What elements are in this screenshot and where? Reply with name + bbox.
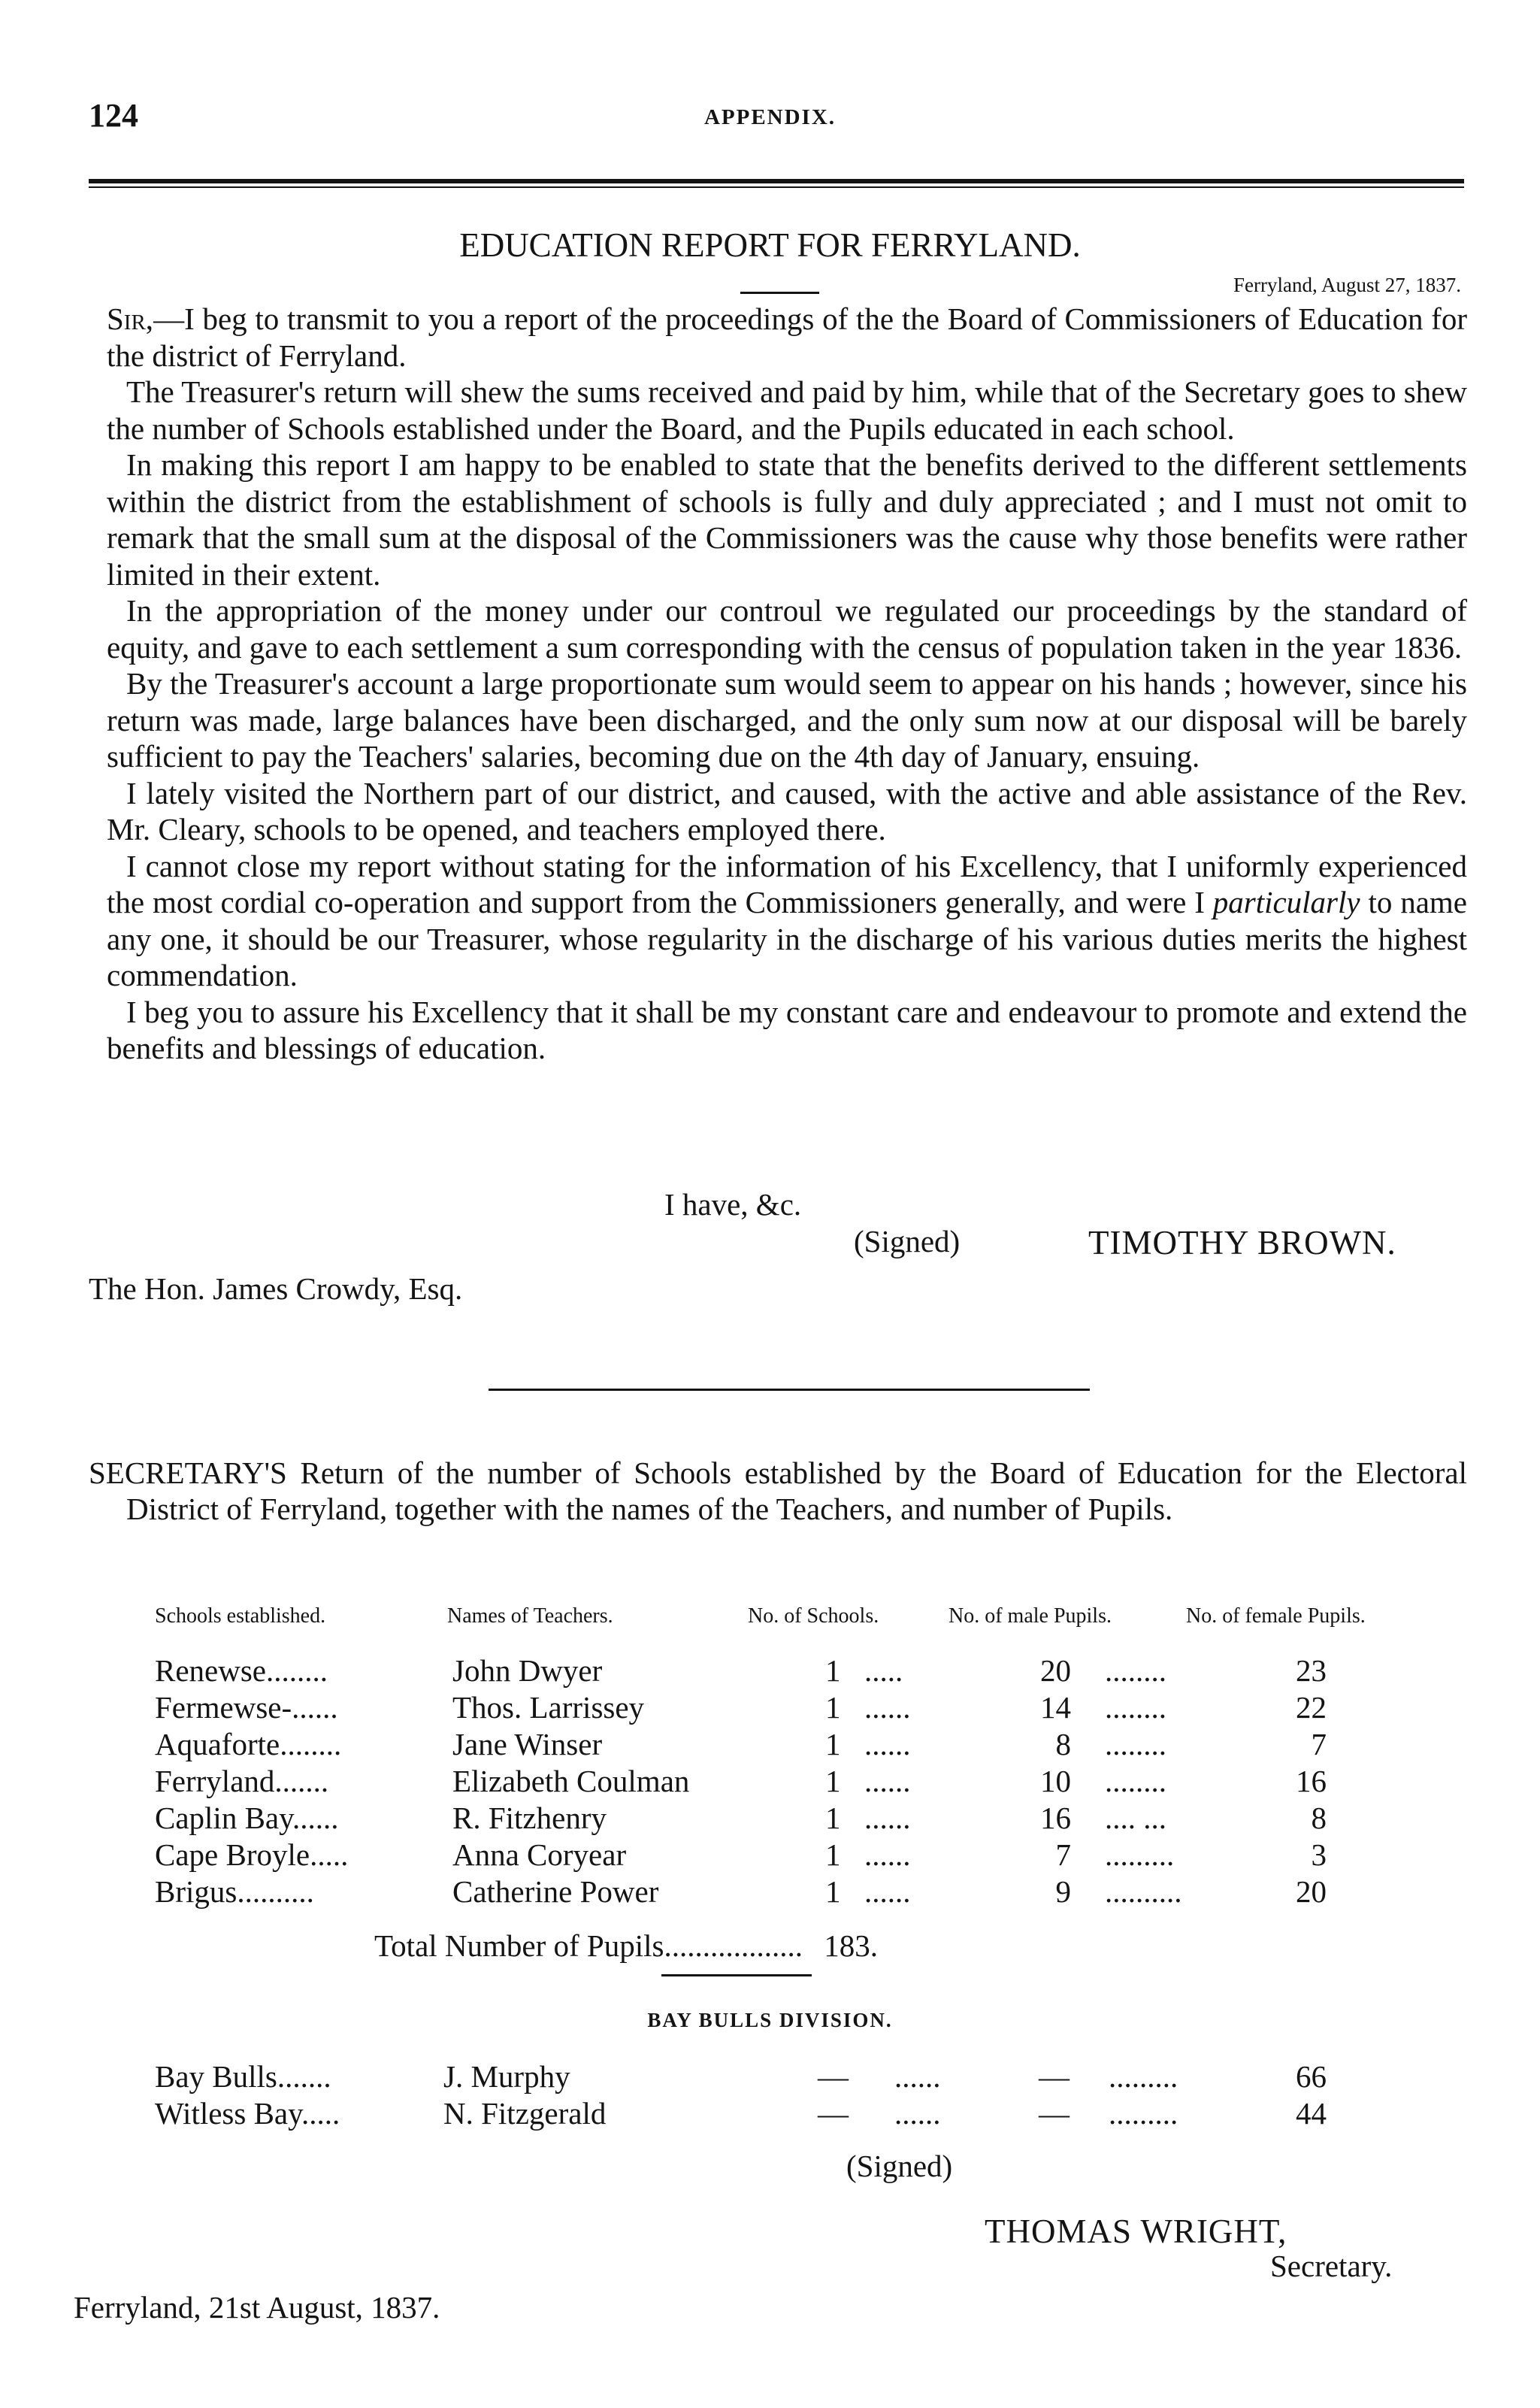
table-row — [0, 1726, 1540, 1764]
school-count: 1 — [825, 1727, 841, 1761]
leader-dots: ...... — [864, 1801, 911, 1835]
leader-dots: ........ — [1105, 1690, 1166, 1725]
letter-paragraph-1: Sir,—I beg to transmit to you a report of the proceedings of the the Board of Commissioners of Education for the district of Ferryland. — [107, 301, 1467, 373]
school-count: 1 — [825, 1837, 841, 1872]
school-count: 1 — [825, 1874, 841, 1909]
leader-dots: ...... — [864, 1837, 911, 1872]
male-pupils: — — [1039, 2059, 1070, 2094]
secretary-name: THOMAS WRIGHT, — [985, 2213, 1287, 2250]
letter-paragraph-7: I cannot close my report without stating for the information of his Excellency, that I uniformly experienced the most cordial co-operation and support from the Commissioners generally, and were I particularly to name any one, it should be our Treasurer, whose regularity in the discharge of his various duties merits the highest commendation. — [107, 848, 1468, 992]
letter-paragraph-3: In making this report I am happy to be enabled to state that the benefits derived to the different settlements within the district from the establishment of schools is fully and duly appreciated ; and I must not omit to remark that the small sum at the disposal of the Commissioners was the cause why those benefits were rather limited in their extent. — [107, 447, 1467, 592]
page-number: 124 — [89, 97, 138, 134]
place-date: Ferryland, 21st August, 1837. — [74, 2290, 440, 2325]
school-place: Renewse........ — [155, 1653, 328, 1688]
leader-dots: ...... — [864, 1764, 911, 1798]
letter-paragraph-4: In the appropriation of the money under our controul we regulated our proceedings by the standard of equity, and gave to each settlement a sum corresponding with the census of population taken in the year 1836. — [107, 593, 1467, 665]
table-row — [0, 1873, 1540, 1911]
school-count: — — [818, 2059, 849, 2094]
return-intro: SECRETARY'S Return of the number of Schools established by the Board of Education for the Electoral District of Ferryland, together with the names of the Teachers, and number of Pupils. — [89, 1455, 1467, 1526]
school-count: — — [818, 2096, 849, 2131]
table-row — [0, 2058, 1540, 2096]
title-rule — [740, 292, 819, 294]
leader-dots: ...... — [894, 2059, 941, 2094]
leader-dots: ........ — [1105, 1727, 1166, 1761]
col-header-schools-established: Schools established. — [155, 1604, 326, 1628]
school-place: Caplin Bay...... — [155, 1801, 339, 1835]
leader-dots: ...... — [864, 1874, 911, 1909]
male-pupils: 8 — [1055, 1727, 1071, 1761]
female-pupils: 8 — [1311, 1801, 1327, 1835]
school-count: 1 — [825, 1653, 841, 1688]
table-row — [0, 1763, 1540, 1801]
col-header-teachers: Names of Teachers. — [447, 1604, 613, 1628]
school-place: Aquaforte........ — [155, 1727, 342, 1761]
dateline: Ferryland, August 27, 1837. — [1233, 274, 1461, 296]
teacher-name: R. Fitzhenry — [452, 1801, 607, 1835]
division-rule — [661, 1974, 812, 1976]
male-pupils: 20 — [1040, 1653, 1071, 1688]
school-place: Witless Bay..... — [155, 2096, 340, 2131]
female-pupils: 23 — [1296, 1653, 1327, 1688]
teacher-name: J. Murphy — [443, 2059, 570, 2094]
secretary-title: Secretary. — [1270, 2249, 1393, 2283]
emphasis: particularly — [1212, 885, 1360, 919]
male-pupils: 16 — [1040, 1801, 1071, 1835]
leader-dots: ..... — [864, 1653, 903, 1688]
letter-paragraph-2: The Treasurer's return will shew the sums received and paid by him, while that of the Secretary goes to shew the number of Schools established under the Board, and the Pupils educated in each school. — [107, 374, 1467, 446]
leader-dots: .......... — [1105, 1874, 1182, 1909]
table-row — [0, 1689, 1540, 1727]
female-pupils: 20 — [1296, 1874, 1327, 1909]
female-pupils: 16 — [1296, 1764, 1327, 1798]
total-value: 183. — [824, 1928, 878, 1963]
letter-paragraph-6: I lately visited the Northern part of our district, and caused, with the active and able assistance of the Rev. Mr. Cleary, schools to be opened, and teachers employed there. — [107, 775, 1467, 847]
teacher-name: Catherine Power — [452, 1874, 659, 1909]
leader-dots: ......... — [1105, 1837, 1175, 1872]
section-divider — [489, 1389, 1090, 1391]
male-pupils: — — [1039, 2096, 1070, 2131]
teacher-name: Anna Coryear — [452, 1837, 627, 1872]
col-header-female-pupils: No. of female Pupils. — [1186, 1604, 1366, 1628]
female-pupils: 22 — [1296, 1690, 1327, 1725]
letter-paragraph-8: I beg you to assure his Excellency that it shall be my constant care and endeavour to promote and extend the benefits and blessings of education. — [107, 994, 1467, 1065]
teacher-name: John Dwyer — [452, 1653, 603, 1688]
letter-paragraph-5: By the Treasurer's account a large proportionate sum would seem to appear on his hands ; however, since his return was made, large balances have been discharged, and the only sum now at our disposal will be barely sufficient to pay the Teachers' salaries, becoming due on the 4th day of January, ensuing. — [107, 666, 1467, 774]
leader-dots: ........ — [1105, 1653, 1166, 1688]
salutation: Sir, — [107, 301, 154, 336]
col-header-male-pupils: No. of male Pupils. — [949, 1604, 1112, 1628]
teacher-name: Jane Winser — [452, 1727, 603, 1761]
school-count: 1 — [825, 1764, 841, 1798]
leader-dots: ...... — [864, 1727, 911, 1761]
school-place: Brigus.......... — [155, 1874, 314, 1909]
male-pupils: 7 — [1055, 1837, 1071, 1872]
leader-dots: ...... — [894, 2096, 941, 2131]
leader-dots: ......... — [1109, 2059, 1178, 2094]
school-place: Fermewse-...... — [155, 1690, 338, 1725]
female-pupils: 44 — [1296, 2096, 1327, 2131]
female-pupils: 66 — [1296, 2059, 1327, 2094]
signer-name: TIMOTHY BROWN. — [1088, 1224, 1396, 1262]
school-count: 1 — [825, 1690, 841, 1725]
report-title: EDUCATION REPORT FOR FERRYLAND. — [459, 226, 1081, 264]
male-pupils: 14 — [1040, 1690, 1071, 1725]
leader-dots: ...... — [864, 1690, 911, 1725]
male-pupils: 10 — [1040, 1764, 1071, 1798]
female-pupils: 3 — [1311, 1837, 1327, 1872]
school-place: Bay Bulls....... — [155, 2059, 331, 2094]
male-pupils: 9 — [1055, 1874, 1071, 1909]
leader-dots: ........ — [1105, 1764, 1166, 1798]
signed-label: (Signed) — [854, 1224, 961, 1259]
letter-body — [107, 301, 1467, 1067]
header-rule — [89, 179, 1464, 183]
table-row — [0, 1652, 1540, 1690]
table-row — [0, 2095, 1540, 2133]
teacher-name: Thos. Larrissey — [452, 1690, 645, 1725]
division-title: BAY BULLS DIVISION. — [647, 2009, 893, 2031]
teacher-name: Elizabeth Coulman — [452, 1764, 690, 1798]
teacher-name: N. Fitzgerald — [443, 2096, 607, 2131]
col-header-no-schools: No. of Schools. — [748, 1604, 879, 1628]
school-place: Cape Broyle..... — [155, 1837, 349, 1872]
table-row — [0, 1837, 1540, 1874]
signed-label: (Signed) — [846, 2149, 953, 2183]
running-title: APPENDIX. — [703, 105, 837, 129]
female-pupils: 7 — [1311, 1727, 1327, 1761]
school-count: 1 — [825, 1801, 841, 1835]
leader-dots: .... ... — [1105, 1801, 1166, 1835]
letter-closing: I have, &c. — [664, 1187, 802, 1222]
addressee: The Hon. James Crowdy, Esq. — [89, 1271, 463, 1306]
school-place: Ferryland....... — [155, 1764, 329, 1798]
total-pupils — [374, 1928, 878, 1964]
header-rule-thin — [89, 186, 1464, 188]
total-label: Total Number of Pupils.................. — [374, 1928, 803, 1963]
leader-dots: ......... — [1109, 2096, 1178, 2131]
table-row — [0, 1800, 1540, 1837]
